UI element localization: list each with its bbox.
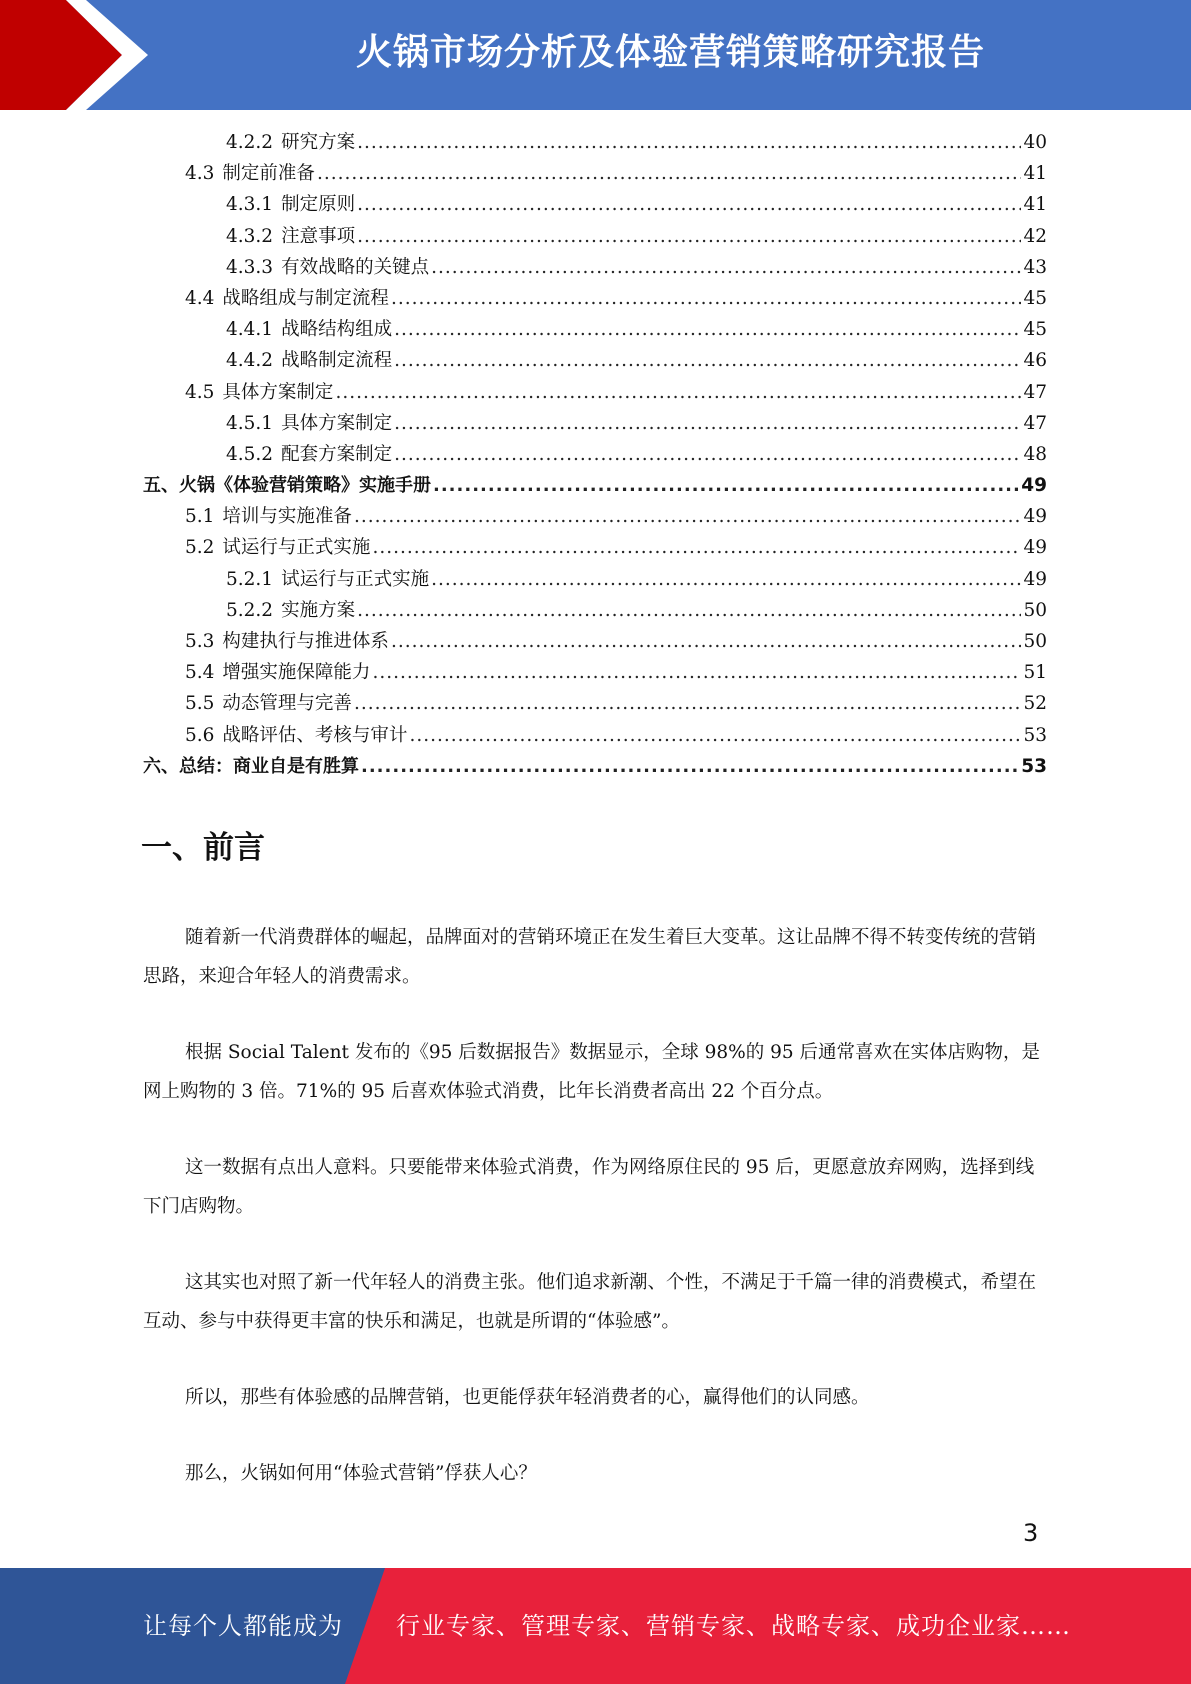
toc-entry-number: 4.4.2: [226, 350, 274, 372]
toc-entry-title: 实施方案: [281, 599, 356, 621]
toc-entry-number: 4.5.1: [226, 412, 274, 434]
toc-dot-leader: [354, 693, 1022, 714]
toc-entry[interactable]: [143, 222, 1047, 253]
toc-entry[interactable]: [143, 721, 1047, 752]
toc-entry[interactable]: [143, 346, 1047, 377]
toc-entry[interactable]: [143, 284, 1047, 315]
toc-entry[interactable]: [143, 440, 1047, 471]
toc-entry-number: 5.2.2: [226, 599, 274, 621]
table-of-contents: [143, 128, 1047, 783]
toc-entry-number: 4.3: [185, 163, 215, 185]
toc-dot-leader: [357, 600, 1021, 621]
paragraph-5: 所以，那些有体验感的品牌营销，也更能俘获年轻消费者的心，赢得他们的认同感。: [185, 1387, 870, 1408]
toc-entry[interactable]: [143, 471, 1047, 502]
toc-dot-leader: [391, 631, 1022, 652]
footer-slogan-left: 让每个人都能成为: [143, 1612, 343, 1640]
toc-entry-page: 52: [1023, 693, 1047, 715]
toc-dot-leader: [409, 725, 1021, 746]
footer-slogan-right: 行业专家、管理专家、营销专家、战略专家、成功企业家……: [396, 1612, 1071, 1640]
toc-entry-title: 战略组成与制定流程: [222, 287, 389, 309]
toc-entry[interactable]: [143, 128, 1047, 159]
toc-entry-title: 战略结构组成: [281, 319, 393, 341]
toc-entry-number: 5.2.1: [226, 568, 274, 590]
paragraph-6: 那么，火锅如何用“体验式营销”俘获人心？: [185, 1463, 537, 1484]
toc-dot-leader: [317, 163, 1022, 184]
toc-entry[interactable]: [143, 502, 1047, 533]
toc-entry-page: 40: [1023, 132, 1047, 153]
toc-entry[interactable]: [143, 565, 1047, 596]
toc-dot-leader: [394, 413, 1021, 434]
section-heading: 一、前言: [141, 830, 265, 866]
paragraph-4: 这其实也对照了新一代年轻人的消费主张。他们追求新潮、个性，不满足于千篇一律的消费模式，希望在互动、参与中获得更丰富的快乐和满足，也就是所谓的“体验感”。: [143, 1272, 1037, 1332]
toc-dot-leader: [372, 662, 1021, 683]
toc-dot-leader: [357, 132, 1021, 153]
toc-entry-page: 49: [1023, 506, 1047, 528]
toc-dot-leader: [391, 288, 1022, 309]
toc-entry-title: 六、总结：商业自是有胜算: [143, 755, 359, 777]
header-title: 火锅市场分析及体验营销策略研究报告: [355, 32, 985, 73]
toc-entry-page: 47: [1023, 412, 1047, 434]
toc-entry-page: 49: [1021, 475, 1047, 497]
toc-entry[interactable]: [143, 627, 1047, 658]
toc-entry[interactable]: [143, 752, 1047, 783]
toc-entry[interactable]: [143, 315, 1047, 346]
toc-entry-title: 动态管理与完善: [222, 693, 352, 715]
toc-entry[interactable]: [143, 689, 1047, 720]
toc-entry-page: 41: [1023, 194, 1047, 216]
toc-entry-title: 五、火锅《体验营销策略》实施手册: [143, 475, 431, 497]
toc-entry-number: 4.5: [185, 381, 215, 403]
toc-entry-title: 试运行与正式实施: [281, 568, 430, 590]
toc-dot-leader: [354, 506, 1022, 527]
toc-entry[interactable]: [143, 658, 1047, 689]
toc-dot-leader: [357, 226, 1021, 247]
toc-entry-title: 制定原则: [281, 194, 356, 216]
toc-dot-leader: [357, 194, 1021, 215]
toc-entry-number: 5.5: [185, 693, 215, 715]
toc-entry-title: 具体方案制定: [222, 381, 334, 403]
toc-dot-leader: [394, 319, 1021, 340]
page-header: [0, 0, 1191, 110]
toc-entry-page: 43: [1023, 256, 1047, 278]
toc-entry-page: 47: [1023, 381, 1047, 403]
toc-entry-page: 41: [1023, 163, 1047, 185]
toc-entry-page: 46: [1023, 350, 1047, 372]
toc-entry-number: 4.2.2: [226, 132, 274, 153]
paragraph-1: 随着新一代消费群体的崛起，品牌面对的营销环境正在发生着巨大变革。这让品牌不得不转变传统的营销思路，来迎合年轻人的消费需求。: [143, 927, 1037, 987]
toc-entry-title: 战略评估、考核与审计: [222, 724, 408, 746]
toc-entry-title: 配套方案制定: [281, 443, 393, 465]
toc-dot-leader: [361, 756, 1019, 777]
toc-entry-number: 5.4: [185, 662, 215, 684]
toc-entry[interactable]: [143, 159, 1047, 190]
toc-entry[interactable]: [143, 409, 1047, 440]
toc-entry-title: 具体方案制定: [281, 412, 393, 434]
toc-entry-page: 42: [1023, 225, 1047, 247]
toc-entry-title: 构建执行与推进体系: [222, 631, 389, 652]
toc-entry-page: 45: [1023, 319, 1047, 341]
toc-entry[interactable]: [143, 533, 1047, 564]
toc-entry-title: 试运行与正式实施: [222, 537, 371, 559]
toc-dot-leader: [433, 475, 1019, 496]
toc-entry-number: 4.5.2: [226, 443, 274, 465]
toc-dot-leader: [372, 537, 1021, 558]
toc-entry-number: 4.4.1: [226, 319, 274, 341]
toc-entry-number: 4.3.3: [226, 256, 274, 278]
toc-entry[interactable]: [143, 378, 1047, 409]
toc-entry-number: 4.3.1: [226, 194, 274, 216]
page-number: 3: [1023, 1519, 1039, 1547]
toc-entry-number: 5.6: [185, 724, 215, 746]
header-chevron-decoration: [0, 0, 160, 110]
toc-entry-number: 4.3.2: [226, 225, 274, 247]
toc-entry-page: 45: [1023, 287, 1047, 309]
toc-entry-title: 研究方案: [281, 132, 356, 153]
toc-entry-page: 49: [1023, 568, 1047, 590]
toc-entry-page: 48: [1023, 443, 1047, 465]
toc-entry-title: 制定前准备: [222, 163, 315, 185]
page-footer: [0, 1568, 1191, 1684]
toc-dot-leader: [431, 257, 1021, 278]
toc-entry-number: 4.4: [185, 287, 215, 309]
toc-entry-title: 有效战略的关键点: [281, 256, 430, 278]
paragraph-2: 根据 Social Talent 发布的《95 后数据报告》数据显示，全球 98%的 95 后通常喜欢在实体店购物，是网上购物的 3 倍。71%的 95 后喜欢体验式消费，比年长消费者高出 22 个百分点。: [143, 1042, 1041, 1102]
toc-entry-page: 50: [1023, 599, 1047, 621]
toc-dot-leader: [394, 444, 1021, 465]
toc-entry-page: 51: [1023, 662, 1047, 684]
paragraph-3: 这一数据有点出人意料。只要能带来体验式消费，作为网络原住民的 95 后，更愿意放弃网购，选择到线下门店购物。: [143, 1157, 1035, 1217]
toc-entry-title: 注意事项: [281, 225, 356, 247]
toc-entry-number: 5.3: [185, 631, 215, 652]
toc-entry-page: 53: [1021, 755, 1047, 777]
toc-entry-title: 培训与实施准备: [222, 506, 352, 528]
toc-entry-title: 战略制定流程: [281, 350, 393, 372]
toc-entry[interactable]: [143, 253, 1047, 284]
toc-entry[interactable]: [143, 596, 1047, 627]
toc-dot-leader: [335, 382, 1021, 403]
toc-dot-leader: [431, 569, 1021, 590]
toc-entry-number: 5.2: [185, 537, 215, 559]
toc-entry-page: 53: [1023, 724, 1047, 746]
toc-entry-title: 增强实施保障能力: [222, 662, 371, 684]
toc-dot-leader: [394, 350, 1021, 371]
toc-entry-number: 5.1: [185, 506, 215, 528]
toc-entry-page: 50: [1023, 631, 1047, 652]
toc-entry-page: 49: [1023, 537, 1047, 559]
toc-entry[interactable]: [143, 190, 1047, 221]
